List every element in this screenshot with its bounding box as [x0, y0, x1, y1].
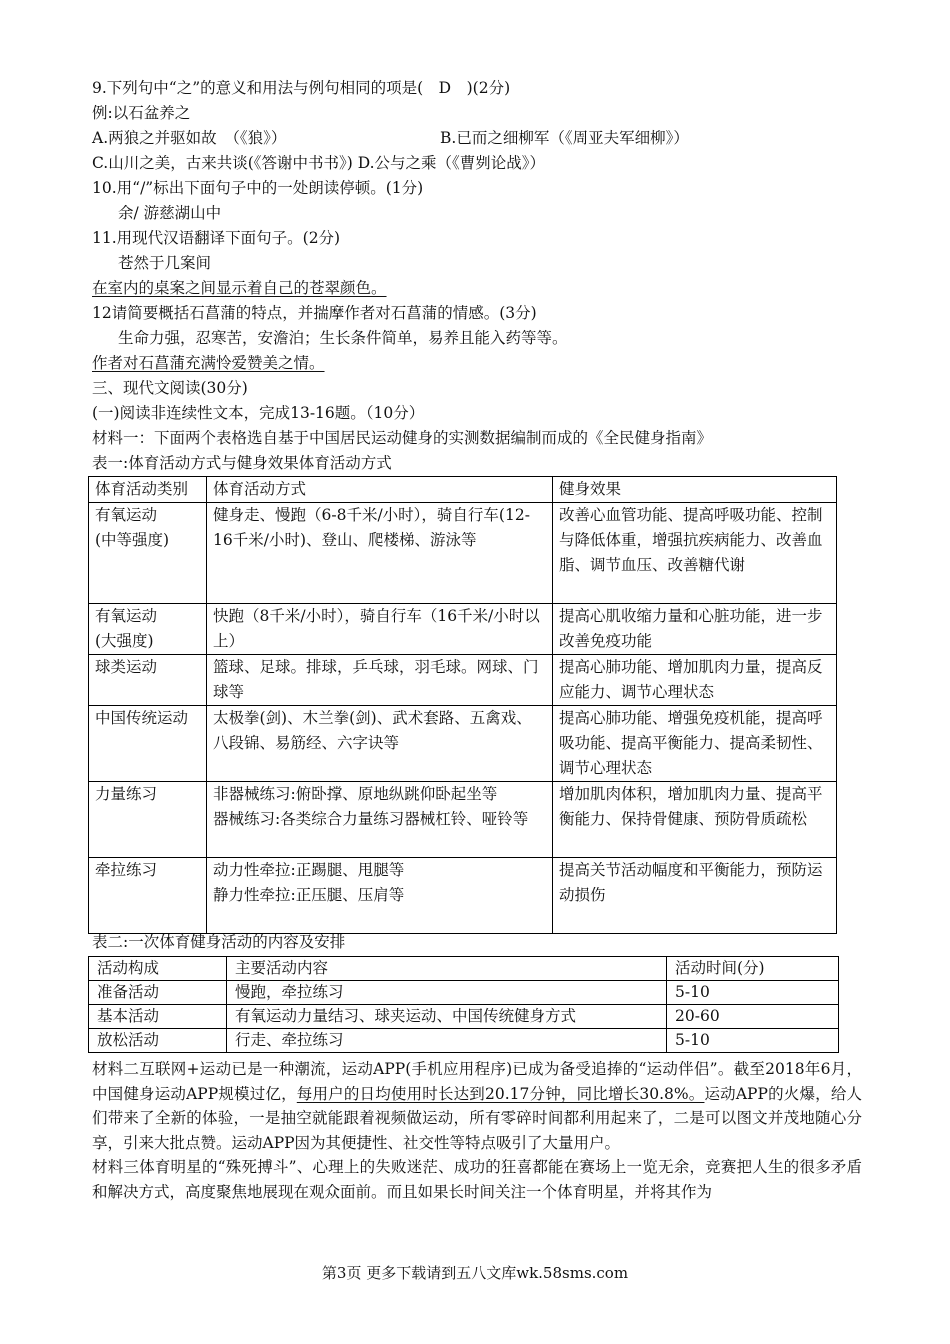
table-cell: 行走、牵拉练习: [227, 1029, 667, 1053]
table-cell: 准备活动: [89, 981, 227, 1005]
table-cell: 20-60: [667, 1005, 839, 1029]
table-2-caption: 表二:一次体育健身活动的内容及安排: [92, 933, 346, 951]
q12-answer-2: 作者对石菖蒲充满怜爱赞美之情。: [92, 354, 325, 372]
table-header-cell: 体育活动方式: [207, 477, 553, 503]
table-row: [89, 858, 837, 934]
table-cell: 快跑（8千米/小时），骑自行车（16千米/小时以上）: [207, 604, 553, 655]
table-row: [89, 503, 837, 604]
part-title: (一)阅读非连续性文本，完成13-16题。（10分）: [92, 404, 425, 422]
material-2-text: 材料二互联网+运动已是一种潮流，运动APP(手机应用程序)已成为备受追捧的“运动伴侣”。截至2018年6月，中国健身运动APP规模过亿，: [92, 1060, 862, 1103]
table-cell: 有氧运动 (大强度): [89, 604, 207, 655]
table-cell: 提高心肺功能、增加肌肉力量，提高反应能力、调节心理状态: [553, 655, 837, 706]
q12-answer-1: 生命力强，忍寒苦，安澹泊；生长条件简单，易养且能入药等等。: [118, 329, 568, 347]
table-row: [89, 655, 837, 706]
table-cell: 提高心肌收缩力量和心脏功能，进一步改善免疫功能: [553, 604, 837, 655]
table-cell: 增加肌肉体积，增加肌肉力量、提高平衡能力、保持骨健康、预防骨质疏松: [553, 782, 837, 858]
table-cell: 动力性牵拉:正踢腿、甩腿等 静力性牵拉:正压腿、压肩等: [207, 858, 553, 934]
section-title: 三、现代文阅读(30分): [92, 379, 248, 397]
table-row: [89, 782, 837, 858]
table-cell: 篮球、足球。排球，乒乓球，羽毛球。网球、门球等: [207, 655, 553, 706]
table-1-caption: 表一:体育活动方式与健身效果体育活动方式: [92, 454, 392, 472]
table-cell: 提高关节活动幅度和平衡能力，预防运动损伤: [553, 858, 837, 934]
table-cell: 牵拉练习: [89, 858, 207, 934]
table-header-cell: 主要活动内容: [227, 957, 667, 981]
table-cell: 5-10: [667, 1029, 839, 1053]
table-cell: 放松活动: [89, 1029, 227, 1053]
q9-option-cd: C.山川之美，古来共谈(《答谢中书书》) D.公与之乘（《曹刿论战》）: [92, 154, 546, 172]
table-header-cell: 体育活动类别: [89, 477, 207, 503]
table-cell: 有氧运动力量结习、球夹运动、中国传统健身方式: [227, 1005, 667, 1029]
material-1-intro: 材料一：下面两个表格选自基于中国居民运动健身的实测数据编制而成的《全民健身指南》: [92, 429, 713, 447]
table-cell: 中国传统运动: [89, 706, 207, 782]
table-cell: 健身走、慢跑（6-8千米/小时），骑自行车(12-16千米/小时)、登山、爬楼梯、游泳等: [207, 503, 553, 604]
q9-stem: 9.下列句中“之”的意义和用法与例句相同的项是( D )(2分): [92, 79, 511, 97]
table-cell: 力量练习: [89, 782, 207, 858]
table-row: [89, 1029, 839, 1053]
q10-stem: 10.用“/”标出下面句子中的一处朗读停顿。(1分): [92, 179, 424, 197]
table-cell: 基本活动: [89, 1005, 227, 1029]
table-cell: 提高心肺功能、增强免疫机能，提高呼吸功能、提高平衡能力、提高柔韧性、调节心理状态: [553, 706, 837, 782]
table-cell: 慢跑，牵拉练习: [227, 981, 667, 1005]
q11-sentence: 苍然于几案间: [118, 254, 212, 272]
table-header-row: [89, 477, 837, 503]
table-header-cell: 活动时间(分): [667, 957, 839, 981]
table-1: [88, 476, 837, 934]
table-header-cell: 健身效果: [553, 477, 837, 503]
q9-example: 例:以石盆养之: [92, 104, 191, 122]
table-row: [89, 604, 837, 655]
table-cell: 有氧运动 (中等强度): [89, 503, 207, 604]
q9-option-b: B.已而之细柳军（《周亚夫军细柳》）: [440, 129, 689, 147]
q11-stem: 11.用现代汉语翻译下面句子。(2分): [92, 229, 341, 247]
page-footer: 第3页 更多下载请到五八文库wk.58sms.com: [321, 1264, 629, 1282]
table-cell: 太极拳(剑)、木兰拳(剑)、武术套路、五禽戏、八段锦、易筋经、六字诀等: [207, 706, 553, 782]
q9-option-a: A.两狼之并驱如故 （《狼》）: [92, 129, 287, 147]
table-row: [89, 706, 837, 782]
q10-answer: 余/ 游慈湖山中: [118, 204, 222, 222]
material-2-text: 运动APP的火爆，给人们带来了全新的体验，一是抽空就能跟着视频做运动，所有零碎时间都利用起来了，二是可以图文并茂地随心分享，引来大批点赞。运动APP因为其便捷性、社交性等特点吸引了大量用户。: [92, 1084, 862, 1152]
table-header-cell: 活动构成: [89, 957, 227, 981]
table-cell: 改善心血管功能、提高呼吸功能、控制与降低体重，增强抗疾病能力、改善血 脂、调节血压、改善糖代谢: [553, 503, 837, 604]
q11-answer: 在室内的桌案之间显示着自己的苍翠颜色。: [92, 279, 387, 297]
table-row: [89, 981, 839, 1005]
table-row: [89, 1005, 839, 1029]
table-cell: 非器械练习:俯卧撑、原地纵跳仰卧起坐等 器械练习:各类综合力量练习器械杠铃、哑铃等: [207, 782, 553, 858]
material-2-underlined: 每用户的日均使用时长达到20.17分钟，同比增长30.8%。: [296, 1084, 705, 1103]
table-header-row: [89, 957, 839, 981]
material-3-paragraph: 材料三体育明星的“殊死搏斗”、心理上的失败迷茫、成功的狂喜都能在赛场上一览无余，竞赛把人生的很多矛盾和解决方式，高度聚焦地展现在观众面前。而且如果长时间关注一个体育明星，并将其作为: [92, 1158, 862, 1201]
table-2: [88, 956, 839, 1053]
table-cell: 5-10: [667, 981, 839, 1005]
table-cell: 球类运动: [89, 655, 207, 706]
q12-stem: 12请简要概括石菖蒲的特点，并揣摩作者对石菖蒲的情感。(3分): [92, 304, 537, 322]
material-2-paragraph: [92, 1057, 862, 1155]
